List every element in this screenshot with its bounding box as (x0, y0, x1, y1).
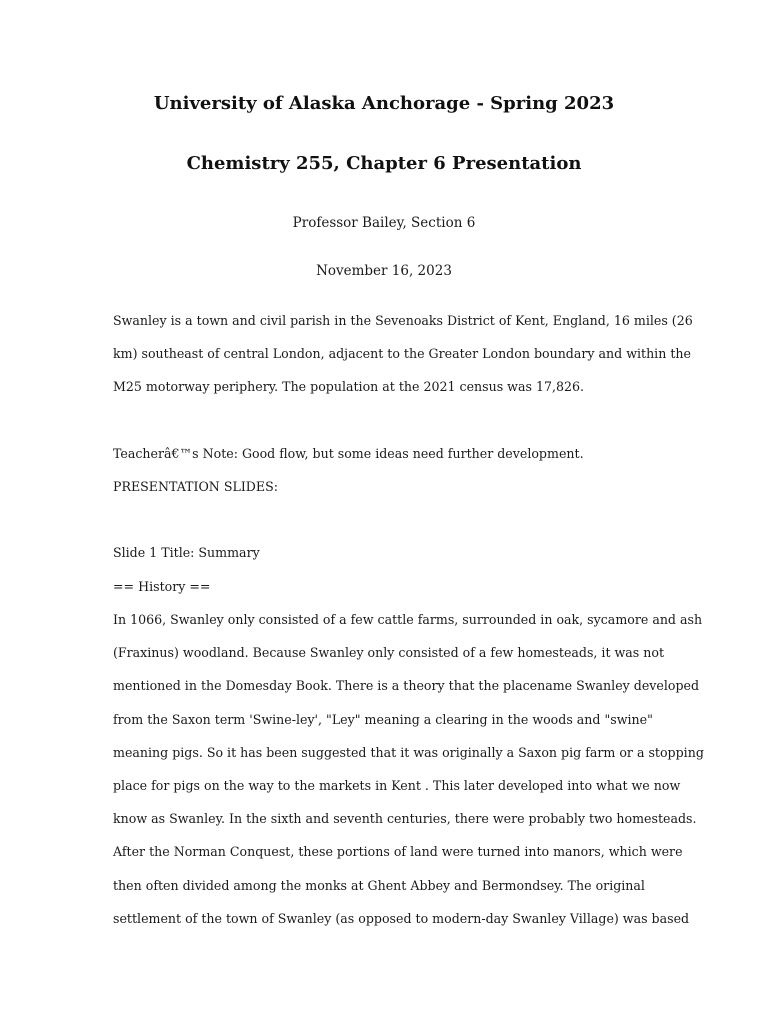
history-line: know as Swanley. In the sixth and seventh centuries, there were probably two homesteads. (113, 811, 697, 827)
slides-label: PRESENTATION SLIDES: (113, 479, 278, 494)
intro-paragraph (113, 304, 693, 404)
date-line: November 16, 2023 (316, 263, 452, 279)
slide1-title: Slide 1 Title: Summary (113, 545, 260, 560)
history-line: place for pigs on the way to the markets in Kent . This later developed into what we now (113, 777, 681, 793)
history-line: then often divided among the monks at Ghent Abbey and Bermondsey. The original (113, 877, 645, 893)
intro-line: M25 motorway periphery. The population at the 2021 census was 17,826. (113, 379, 585, 395)
history-line: from the Saxon term 'Swine-ley', "Ley" meaning a clearing in the woods and "swine" (113, 711, 653, 727)
history-line: mentioned in the Domesday Book. There is a theory that the placename Swanley developed (113, 678, 700, 694)
document-heading-course: Chemistry 255, Chapter 6 Presentation (186, 153, 582, 174)
history-line: In 1066, Swanley only consisted of a few cattle farms, surrounded in oak, sycamore and ash (113, 612, 703, 627)
teacher-note: Teacherâ€™s Note: Good flow, but some ideas need further development. (113, 446, 584, 461)
history-heading: == History == (113, 579, 211, 594)
history-line: settlement of the town of Swanley (as opposed to modern-day Swanley Village) was based (113, 910, 690, 926)
history-line: meaning pigs. So it has been suggested that it was originally a Saxon pig farm or a stopping (113, 744, 704, 760)
professor-line: Professor Bailey, Section 6 (292, 215, 476, 231)
history-line: After the Norman Conquest, these portions of land were turned into manors, which were (113, 844, 683, 860)
history-paragraph (113, 603, 704, 935)
history-line: (Fraxinus) woodland. Because Swanley only consisted of a few homesteads, it was not (113, 645, 665, 661)
document-heading-university: University of Alaska Anchorage - Spring 2023 (153, 93, 615, 114)
intro-line: Swanley is a town and civil parish in the Sevenoaks District of Kent, England, 16 miles (26 (113, 313, 693, 328)
intro-line: km) southeast of central London, adjacent to the Greater London boundary and within the (113, 346, 691, 362)
